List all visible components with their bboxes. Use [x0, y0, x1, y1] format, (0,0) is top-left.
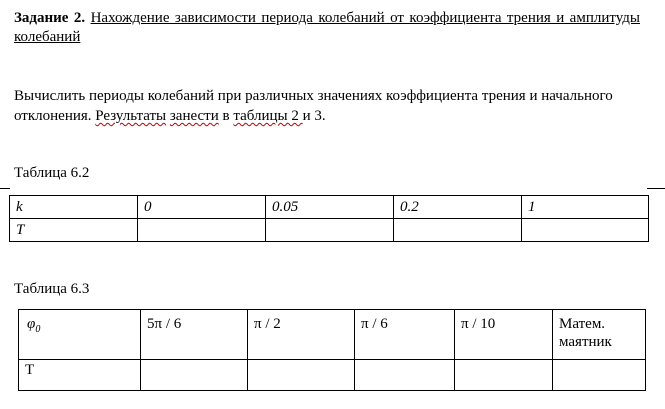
table-cell: 1 [522, 196, 649, 219]
table-cell: π / 10 [455, 310, 553, 360]
margin-rule-right [647, 188, 665, 189]
instruction-word-results: Результаты [95, 108, 167, 124]
table-cell: π / 2 [248, 310, 355, 360]
table-6-3-caption: Таблица 6.3 [14, 281, 90, 297]
task-heading [14, 9, 640, 47]
table-6-2-caption: Таблица 6.2 [14, 165, 90, 181]
table-row [10, 196, 649, 219]
instruction-text-start: Вычислить периоды колебаний при различных значениях коэффициента трения и начального отклонения. [14, 88, 613, 124]
table-cell[interactable] [355, 360, 455, 391]
instruction-text-mid: в [218, 108, 234, 124]
table-row [19, 360, 646, 391]
table-cell[interactable] [553, 360, 646, 391]
margin-rule-left [0, 188, 10, 189]
table-6-3 [18, 309, 646, 391]
phi-subscript: 0 [35, 324, 41, 335]
phi-symbol: φ [27, 316, 36, 332]
instruction-word-enter: занести [169, 108, 219, 124]
table-cell[interactable] [394, 219, 522, 242]
table-cell[interactable] [455, 360, 553, 391]
table-cell: 0 [138, 196, 266, 219]
task-label: Задание 2. [14, 10, 86, 26]
table-cell: 0.2 [394, 196, 522, 219]
instruction-text-end: и 3. [302, 108, 326, 124]
table-cell: T [19, 360, 141, 391]
table-cell: k [10, 196, 138, 219]
table-cell: π / 6 [355, 310, 455, 360]
instruction-word-tables: таблицы 2 [233, 108, 303, 124]
table-cell: 0.05 [266, 196, 394, 219]
phi-zero-cell [19, 310, 141, 360]
table-cell: T [10, 219, 138, 242]
table-cell[interactable] [266, 219, 394, 242]
table-cell: Матем. маятник [553, 310, 646, 360]
task-title: Нахождение зависимости периода колебаний от коэффициента трения и амплитуды колебаний [14, 10, 640, 45]
table-cell: 5π / 6 [141, 310, 248, 360]
instruction-paragraph [14, 86, 644, 126]
table-row [19, 310, 646, 360]
table-row [10, 219, 649, 242]
table-cell[interactable] [522, 219, 649, 242]
table-cell[interactable] [141, 360, 248, 391]
table-cell[interactable] [248, 360, 355, 391]
table-cell[interactable] [138, 219, 266, 242]
table-6-2 [9, 195, 649, 242]
